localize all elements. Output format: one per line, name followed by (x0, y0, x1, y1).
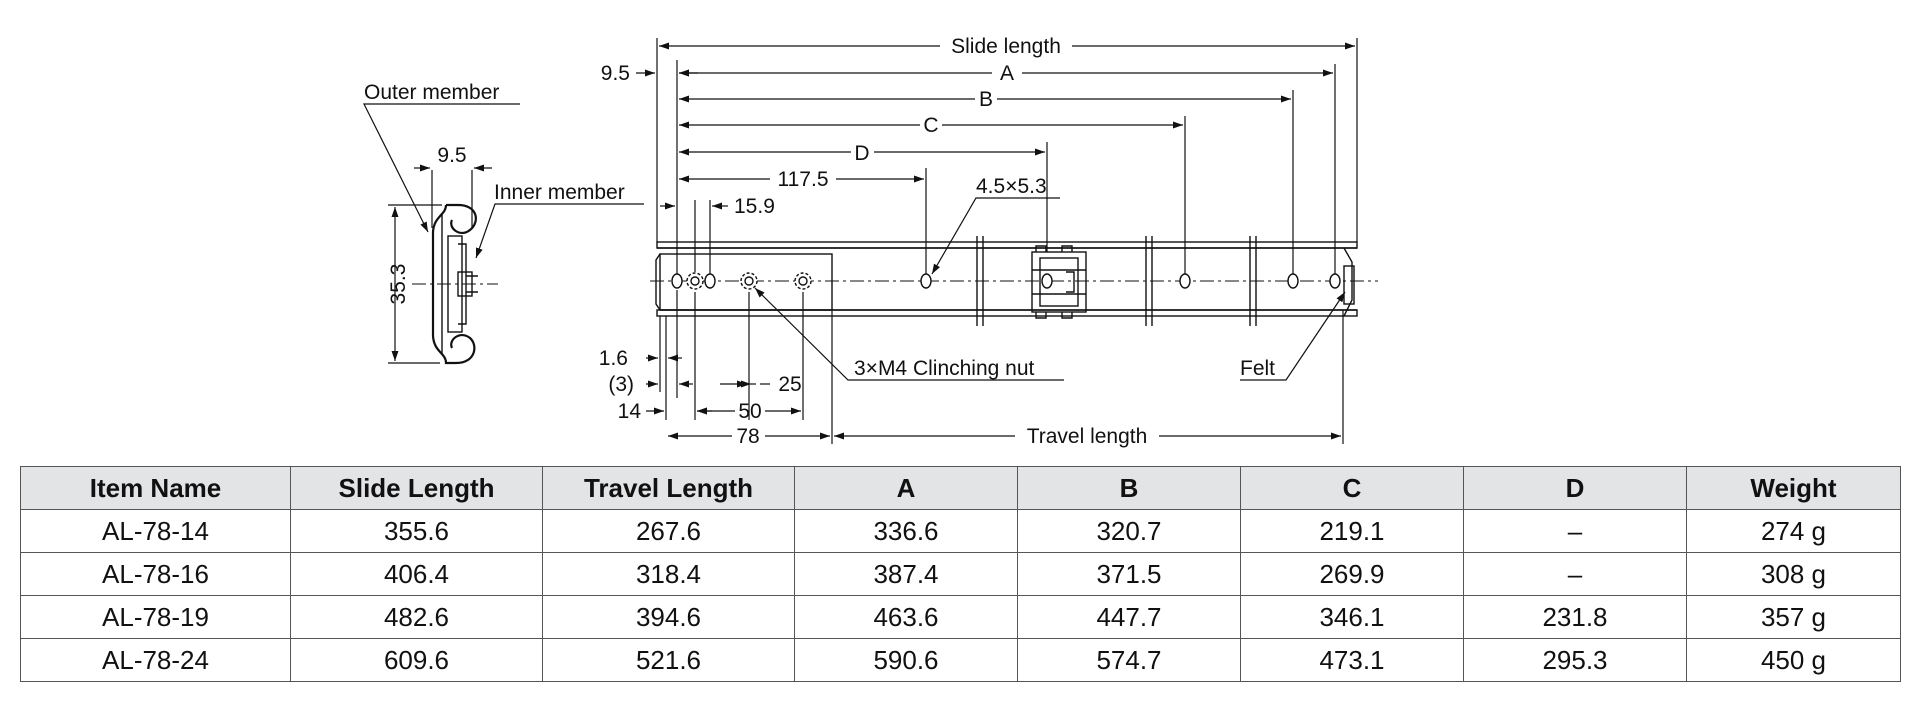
header-c: C (1241, 467, 1464, 510)
cell-c: 346.1 (1241, 596, 1464, 639)
cell-item-name: AL-78-14 (21, 510, 291, 553)
cell-d: – (1464, 510, 1687, 553)
cell-travel-length: 521.6 (543, 639, 795, 682)
header-item-name: Item Name (21, 467, 291, 510)
dim-117-5-label: 117.5 (777, 168, 829, 191)
dim-b-label: B (978, 88, 994, 111)
side-view (650, 236, 1378, 326)
cell-d: – (1464, 553, 1687, 596)
table-row (21, 553, 1901, 596)
section-width-label: 9.5 (437, 144, 467, 167)
spec-table (20, 466, 1901, 682)
table-row (21, 596, 1901, 639)
cell-travel-length: 318.4 (543, 553, 795, 596)
header-travel-length: Travel Length (543, 467, 795, 510)
cell-slide-length: 406.4 (291, 553, 543, 596)
header-weight: Weight (1687, 467, 1901, 510)
dim-14-label: 14 (617, 400, 641, 423)
dim-78-label: 78 (736, 425, 760, 448)
dim-15-9-label: 15.9 (734, 195, 775, 218)
dim-d-label: D (854, 142, 870, 165)
travel-length-label: Travel length (1026, 425, 1148, 448)
bottom-dimensions (599, 288, 1345, 448)
header-b: B (1018, 467, 1241, 510)
clinching-nut-label: 3×M4 Clinching nut (854, 357, 1035, 380)
cell-item-name: AL-78-16 (21, 553, 291, 596)
section-height-label: 35.3 (387, 263, 410, 305)
cell-weight: 274 g (1687, 510, 1901, 553)
header-slide-length: Slide Length (291, 467, 543, 510)
cell-a: 336.6 (795, 510, 1018, 553)
cell-a: 463.6 (795, 596, 1018, 639)
cell-slide-length: 482.6 (291, 596, 543, 639)
cell-weight: 308 g (1687, 553, 1901, 596)
cell-c: 473.1 (1241, 639, 1464, 682)
dim-50-label: 50 (738, 400, 762, 423)
cell-b: 447.7 (1018, 596, 1241, 639)
cell-a: 387.4 (795, 553, 1018, 596)
hole-size-label: 4.5×5.3 (976, 175, 1047, 198)
dim-1-6-label: 1.6 (598, 347, 628, 370)
cell-weight: 357 g (1687, 596, 1901, 639)
table-row (21, 639, 1901, 682)
cell-c: 219.1 (1241, 510, 1464, 553)
dim-25-label: 25 (778, 373, 802, 396)
cell-slide-length: 609.6 (291, 639, 543, 682)
cell-weight: 450 g (1687, 639, 1901, 682)
dim-3-label: (3) (608, 373, 634, 396)
cell-a: 590.6 (795, 639, 1018, 682)
cell-travel-length: 267.6 (543, 510, 795, 553)
table-row (21, 510, 1901, 553)
top-dimensions (601, 35, 1357, 274)
cell-travel-length: 394.6 (543, 596, 795, 639)
dim-c-label: C (923, 114, 939, 137)
cell-b: 371.5 (1018, 553, 1241, 596)
cell-b: 574.7 (1018, 639, 1241, 682)
cell-item-name: AL-78-19 (21, 596, 291, 639)
cell-slide-length: 355.6 (291, 510, 543, 553)
outer-member-label: Outer member (364, 81, 500, 104)
header-d: D (1464, 467, 1687, 510)
cell-d: 231.8 (1464, 596, 1687, 639)
cell-d: 295.3 (1464, 639, 1687, 682)
cell-item-name: AL-78-24 (21, 639, 291, 682)
cell-b: 320.7 (1018, 510, 1241, 553)
dim-a-label: A (999, 62, 1015, 85)
cross-section-view (364, 81, 644, 363)
inner-member-label: Inner member (494, 181, 625, 204)
dim-9-5-top-label: 9.5 (600, 62, 630, 85)
table-header-row (21, 467, 1901, 510)
felt-label: Felt (1240, 357, 1276, 380)
cell-c: 269.9 (1241, 553, 1464, 596)
header-a: A (795, 467, 1018, 510)
slide-length-label: Slide length (951, 35, 1061, 58)
